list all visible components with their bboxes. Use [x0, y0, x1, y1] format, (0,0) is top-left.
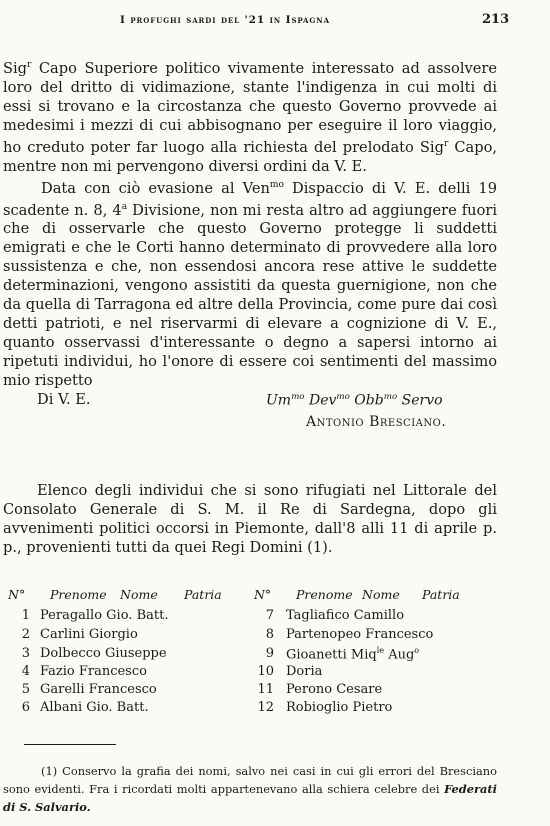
list-intro: Elenco degli individui che si sono rifugiati nel Littorale del Consolato Generale di S. M. il Re di Sardegna, dopo gli avvenimenti politici occorsi in Piemonte, dall'8 alli 11 di aprile p. p., provenienti tutti da quei Regi Domini (1).	[3, 482, 497, 556]
col-first-right: Prenome	[296, 587, 353, 602]
letter-closing: Di V. E.	[37, 391, 91, 409]
person-row	[0, 646, 550, 665]
signature-block	[266, 387, 498, 433]
footnote-rule	[24, 744, 116, 745]
person-number: 10	[257, 664, 274, 679]
person-name: Carlini Giorgio	[40, 627, 138, 642]
footnote	[3, 762, 497, 816]
letter-paragraph-2: Data con ciò evasione al Ven$^{mo}$ Dispaccio di V. E. delli 19 scadente n. 8, 4$^a$ Divisione, non mi resta altro ad aggiungere fuori che di osservarle che questo Governo protegge li suddetti emigrati e che le Corti hanno determinato di provvedere alla loro sussistenza e che, non essendosi ancora rese attive le suddette determinazioni, vengono assistiti da questa guernigione, non che da quella di Tarragona ed altre della Provincia, come pure dai così detti patrioti, e nel riservarmi di elevare a cognizione di V. E., quanto osservassi d'interessante o degno a sapersi intorno ai ripetuti individui, ho l'onore di essere coi sentimenti del massimo mio rispetto	[3, 179, 498, 390]
letter-body	[3, 56, 497, 409]
person-name: Gioanetti Miq$^{le}$ Aug$^o$	[286, 646, 420, 663]
person-number: 9	[265, 646, 274, 661]
person-number: 8	[265, 627, 274, 642]
col-origin-left: Patria	[184, 587, 222, 602]
list-headers	[0, 587, 550, 603]
person-number: 6	[21, 700, 30, 715]
person-number: 3	[21, 646, 30, 661]
person-name: Doria	[286, 664, 323, 679]
person-row	[0, 682, 550, 701]
running-head: I profughi sardi del '21 in Ispagna	[120, 14, 330, 26]
page-number: 213	[482, 12, 510, 27]
person-number: 11	[257, 682, 274, 697]
col-num-left: N°	[8, 587, 26, 602]
col-num-right: N°	[254, 587, 272, 602]
person-name: Garelli Francesco	[40, 682, 157, 697]
person-row	[0, 664, 550, 683]
person-number: 4	[21, 664, 30, 679]
signature-name: Antonio Bresciano.	[306, 413, 447, 430]
person-number: 7	[265, 608, 274, 623]
person-row	[0, 627, 550, 646]
person-name: Dolbecco Giuseppe	[40, 646, 167, 661]
person-name: Tagliafico Camillo	[286, 608, 405, 623]
person-row	[0, 700, 550, 719]
footnote-italic: Federati di S. Salvario.	[3, 782, 497, 814]
person-name: Peragallo Gio. Batt.	[40, 608, 169, 623]
salutation: $Um^{mo}$ Dev$^{mo}$ Obb$^{mo}$ Servo	[266, 392, 443, 409]
person-number: 2	[21, 627, 30, 642]
person-name: Albani Gio. Batt.	[40, 700, 149, 715]
person-name: Fazio Francesco	[40, 664, 147, 679]
col-origin-right: Patria	[422, 587, 460, 602]
footnote-text: (1) Conservo la grafia dei nomi, salvo nei casi in cui gli errori del Bresciano sono evidenti. Fra i ricordati molti appartenevano alla schiera celebre dei	[3, 764, 497, 796]
person-number: 5	[21, 682, 30, 697]
person-name: Perono Cesare	[286, 682, 383, 697]
letter-paragraph-1: Sig$^r$ Capo Superiore politico vivamente interessato ad assolvere loro del dritto di vidimazione, stante l'indigenza in cui molti di essi si trovano e la circostanza che questo Governo provvede ai medesimi i mezzi di cui abbisognano per eseguire il loro viaggio, ho creduto poter far luogo alla richiesta del prelodato Sig$^r$ Capo, mentre non mi pervengono diversi ordini da V. E.	[3, 59, 497, 175]
col-last-left: Nome	[120, 587, 158, 602]
person-number: 12	[257, 700, 274, 715]
person-row	[0, 608, 550, 627]
col-first-left: Prenome	[50, 587, 107, 602]
person-name: Robioglio Pietro	[286, 700, 393, 715]
person-number: 1	[21, 608, 30, 623]
col-last-right: Nome	[362, 587, 400, 602]
person-name: Partenopeo Francesco	[286, 627, 434, 642]
page-header	[0, 12, 550, 32]
